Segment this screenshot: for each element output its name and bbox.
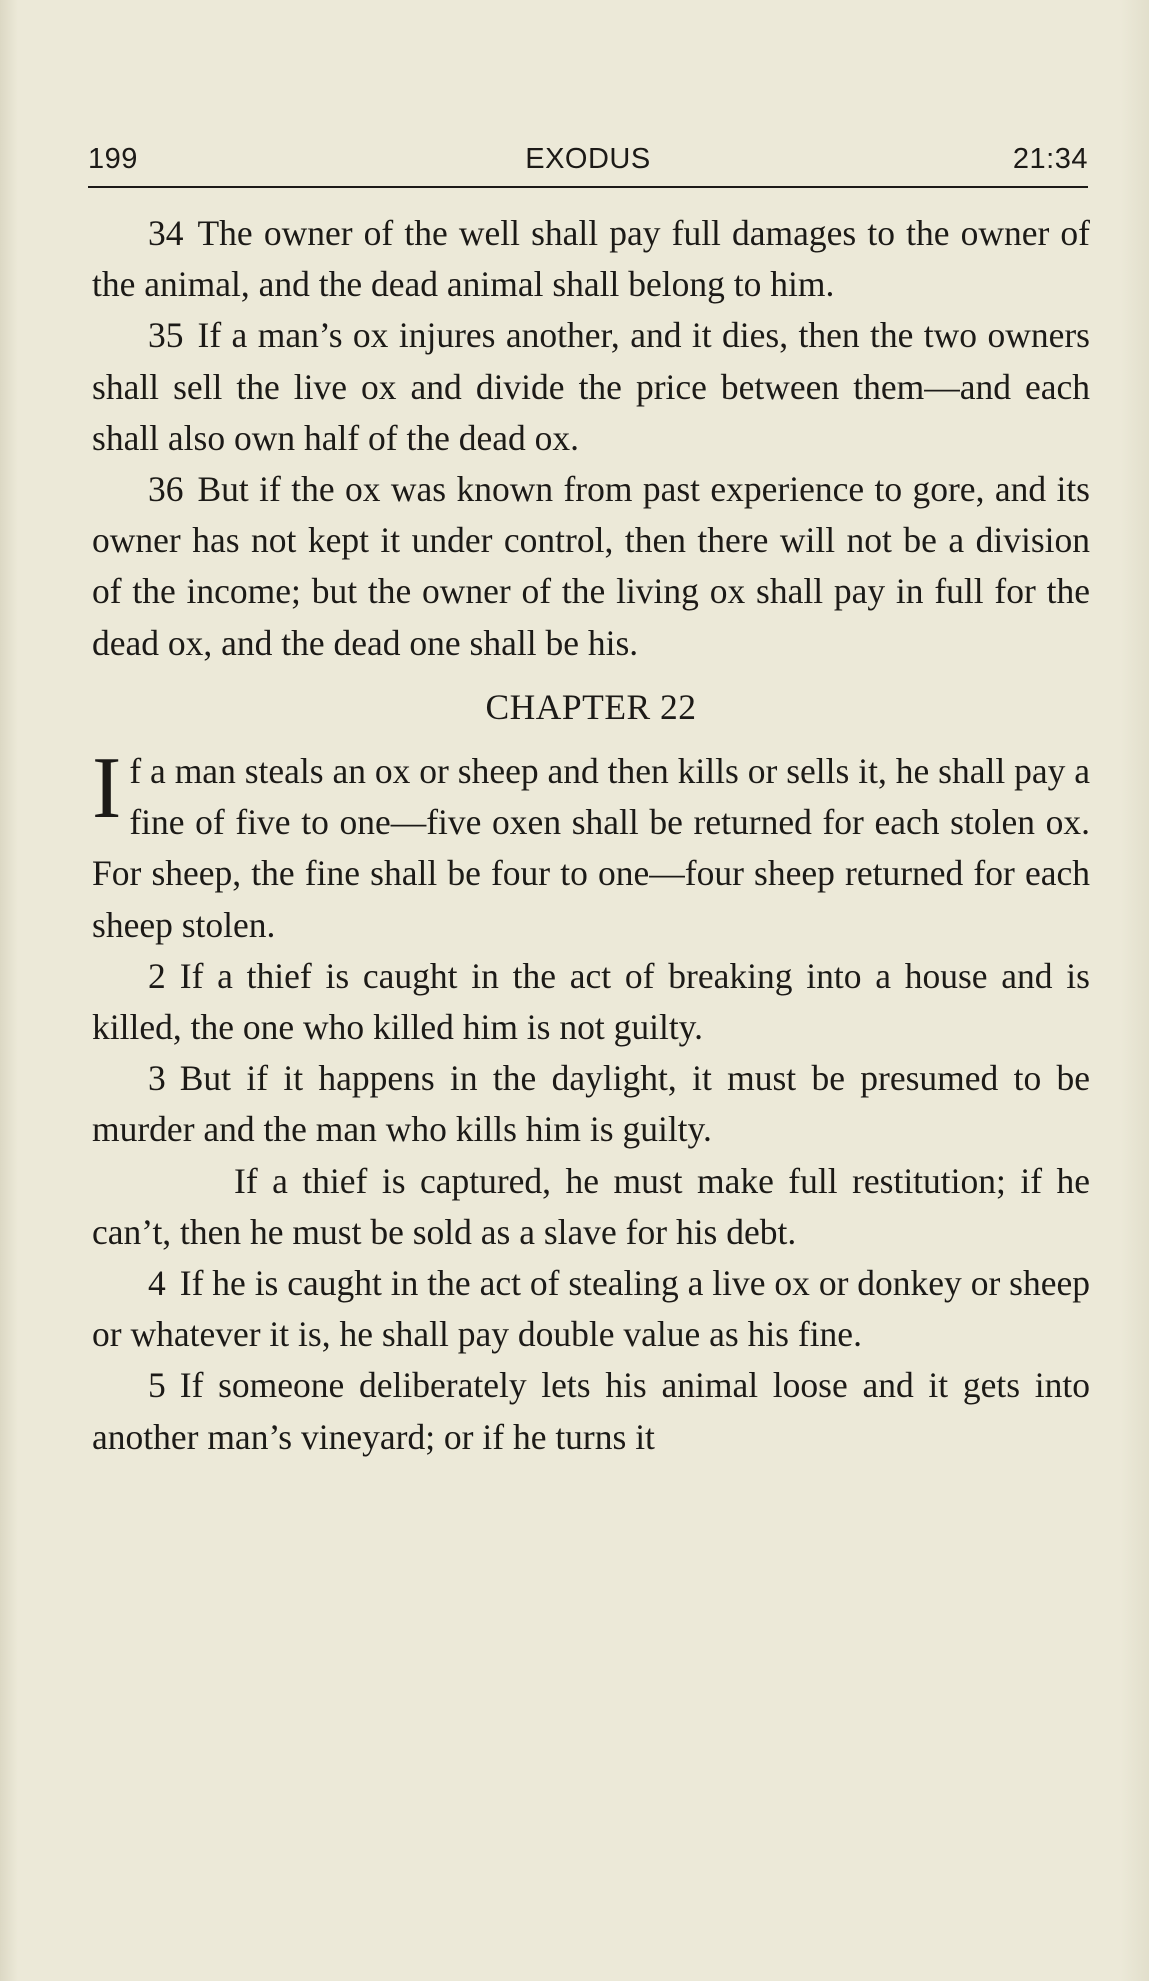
- verse-text: The owner of the well shall pay full damages to the owner of the animal, and the dead animal shall belong to him.: [92, 213, 1090, 305]
- verse-text: But if the ox was known from past experience to gore, and its owner has not kept it under control, then there will not be a division of the income; but the owner of the living ox shall pay in full for the dead ox, and the dead one shall be his.: [92, 469, 1090, 663]
- chapter-verse-reference: 21:34: [1012, 143, 1088, 175]
- verse-paragraph: [92, 1360, 1090, 1462]
- chapter-heading: CHAPTER 22: [485, 686, 697, 727]
- verse-paragraph: [92, 1053, 1090, 1155]
- verse-text: If someone deliberately lets his animal loose and it gets into another man’s vineyard; or if he turns it: [92, 1365, 1090, 1457]
- page-body: [92, 208, 1090, 1463]
- verse-paragraph: [92, 208, 1090, 310]
- continuation-paragraph: If a thief is captured, he must make full restitution; if he can’t, then he must be sold as a slave for his debt.: [92, 1160, 1090, 1252]
- verse-paragraph: [92, 1258, 1090, 1360]
- verse-text: But if it happens in the daylight, it must be presumed to be murder and the man who kills him is guilty.: [92, 1058, 1090, 1150]
- verse-text: If a man’s ox injures another, and it dies, then the two owners shall sell the live ox and divide the price between them—and each shall also own half of the dead ox.: [92, 315, 1090, 458]
- verse-text: If he is caught in the act of stealing a live ox or donkey or sheep or whatever it is, he shall pay double value as his fine.: [92, 1263, 1090, 1355]
- opening-text: f a man steals an ox or sheep and then kills or sells it, he shall pay a fine of five to one—five oxen shall be returned for each stolen ox. For sheep, the fine shall be four to one—four sheep returned for each sheep stolen.: [92, 751, 1090, 945]
- chapter-opening-paragraph: [92, 740, 1090, 951]
- verse-paragraph: [92, 464, 1090, 669]
- verse-number: 2: [148, 955, 166, 996]
- running-header: [88, 143, 1088, 183]
- verse-number: 35: [148, 315, 184, 356]
- drop-cap: I: [92, 740, 122, 838]
- page-number: 199: [88, 143, 138, 175]
- verse-text: If a thief is caught in the act of breaking into a house and is killed, the one who killed him is not guilty.: [92, 955, 1090, 1048]
- verse-number: 36: [148, 469, 184, 510]
- verse-number: 4: [148, 1263, 166, 1304]
- verse-number: 3: [148, 1058, 166, 1099]
- verse-paragraph: [92, 951, 1090, 1053]
- book-title: EXODUS: [525, 143, 651, 175]
- verse-number: 5: [148, 1365, 166, 1406]
- verse-paragraph: [92, 310, 1090, 464]
- verse-number: 34: [148, 213, 184, 253]
- header-rule: [88, 186, 1088, 188]
